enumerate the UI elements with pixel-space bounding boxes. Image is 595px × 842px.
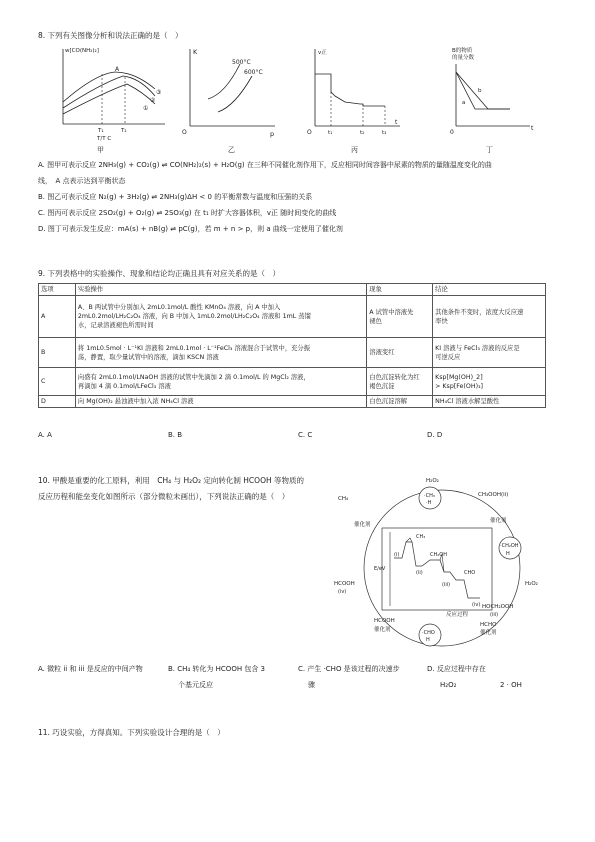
svg-text:·CH₃: ·CH₃ <box>424 493 435 499</box>
jia-curve-3: ③ <box>156 89 162 96</box>
bing-t1: t₁ <box>328 130 333 136</box>
q10-option-b-line1: B. CH₄ 转化为 HCOOH 包含 3 <box>168 665 265 673</box>
graph-ding <box>430 44 540 154</box>
yi-label-600: 600°C <box>244 69 263 76</box>
svg-text:CH₃: CH₃ <box>416 534 426 540</box>
jia-xlabel: T/T C <box>97 136 112 142</box>
svg-text:E/eV: E/eV <box>374 566 386 572</box>
q8-option-c: C. 图丙可表示反应 2SO₂(g) + O₂(g) ⇌ 2SO₃(g) 在 t₁ 时扩大容器体积，v正 随时间变化的曲线 <box>38 209 337 217</box>
yi-xlabel: p <box>270 130 275 138</box>
jia-point-a: A <box>115 66 120 73</box>
svg-text:HCOOH: HCOOH <box>374 618 395 624</box>
q9-answer-c: C. C <box>298 431 313 439</box>
row-a-conclusion: 其他条件不变时，浓度大反应速 率快 <box>433 296 546 338</box>
yi-caption: 乙 <box>228 146 235 154</box>
svg-text:HCHO: HCHO <box>480 622 497 628</box>
jia-curve-2: ② <box>150 97 156 104</box>
svg-text:(iii): (iii) <box>442 582 451 588</box>
svg-text:H₂O₂: H₂O₂ <box>426 478 439 484</box>
q10-option-a: A. 微粒 ii 和 iii 是反应的中间产物 <box>38 665 143 673</box>
jia-t1: T₁ <box>98 128 104 134</box>
row-d-phenomenon: 白色沉淀溶解 <box>367 396 433 408</box>
svg-text:·H: ·H <box>426 500 432 506</box>
q10-option-b-line2: 个基元反应 <box>178 681 213 689</box>
header-conclusion: 结论 <box>433 284 546 296</box>
row-c-conclusion: Ksp[Mg(OH)_2] > Ksp[Fe(OH)₃] <box>433 368 546 396</box>
svg-text:·CHO: ·CHO <box>422 630 435 636</box>
bing-origin: O <box>307 129 312 136</box>
svg-text:·CH₂OH: ·CH₂OH <box>500 543 519 549</box>
svg-text:H₂O₂: H₂O₂ <box>525 581 538 587</box>
svg-text:HCOOH: HCOOH <box>334 581 355 587</box>
svg-text:(iii): (iii) <box>490 612 499 618</box>
q10-option-c-line2: 骤 <box>308 681 315 689</box>
table-row <box>39 368 546 396</box>
q10-stem-line1: 10. 甲酸是重要的化工原料，利用 CH₄ 与 H₂O₂ 定向转化制 HCOOH 等物质的 <box>38 476 304 485</box>
bing-xlabel: t <box>395 119 398 126</box>
row-d-conclusion: NH₄Cl 溶液水解呈酸性 <box>433 396 546 408</box>
row-d-option: D <box>39 396 76 408</box>
q10-option-d-line1: D. 反应过程中存在 <box>427 665 486 673</box>
ding-label-b: b <box>478 88 482 94</box>
svg-text:(i): (i) <box>394 552 400 558</box>
q8-option-a-line2: 线， A 点表示达到平衡状态 <box>38 177 126 185</box>
ding-xlabel: t <box>531 125 534 132</box>
bing-ylabel: v正 <box>318 50 327 56</box>
row-a-option: A <box>39 296 76 338</box>
reaction-cycle-diagram <box>330 470 555 665</box>
row-c-operation: 向盛有 2mL0.1mol/LNaOH 溶液的试管中先滴加 2 滴 0.1mol/L 的 MgCl₂ 溶液， 再滴加 4 滴 0.1mol/LFeCl₃ 溶液 <box>75 368 366 396</box>
svg-text:CH₄: CH₄ <box>338 496 349 502</box>
ding-ylabel-1: B的物质 <box>452 48 473 54</box>
jia-caption: 甲 <box>97 146 104 154</box>
svg-text:(iv): (iv) <box>472 602 481 608</box>
row-a-operation: A、B 两试管中分别加入 2mL0.1mol/L 酸性 KMnO₄ 溶液，向 A 中加入 2mL0.2mol/LH₂C₂O₄ 溶液，向 B 中加入 1mL0.2mol/LH₂C₂O₄ 溶液和 1mL 蒸馏 水，记录溶液褪色所需时间 <box>75 296 366 338</box>
q9-stem: 9. 下列表格中的实验操作、现象和结论均正确且具有对应关系的是（ ） <box>38 269 281 278</box>
svg-text:反应过程: 反应过程 <box>446 612 469 618</box>
q10-option-d-h2o2: H₂O₂ <box>440 681 457 689</box>
row-c-phenomenon: 白色沉淀转化为红 褐色沉淀 <box>367 368 433 396</box>
svg-text:(ii): (ii) <box>416 570 423 576</box>
row-b-operation: 将 1mL0.5mol · L⁻¹KI 溶液和 2mL0.1mol · L⁻¹FeCl₃ 溶液混合于试管中，充分振 荡，静置，取少量试管中的溶液，滴加 KSCN 溶液 <box>75 338 366 368</box>
q10-stem-line2: 反应历程和能垒变化如图所示（部分微粒未画出），下列说法正确的是（ ） <box>38 492 290 501</box>
jia-curve-1: ① <box>143 105 149 112</box>
svg-text:HOCH₂OOH: HOCH₂OOH <box>482 604 514 610</box>
row-d-operation: 向 Mg(OH)₂ 悬浊液中加入浓 NH₄Cl 溶液 <box>75 396 366 408</box>
graph-yi <box>180 44 280 154</box>
q9-answer-b: B. B <box>168 431 183 439</box>
bing-t2: t₂ <box>360 130 365 136</box>
ding-origin: 0 <box>450 129 454 136</box>
row-b-phenomenon: 溶液变红 <box>367 338 433 368</box>
row-c-option: C <box>39 368 76 396</box>
q10-option-c-line1: C. 产生 ·CHO 是该过程的决速步 <box>298 665 400 673</box>
yi-ylabel: K <box>193 48 198 56</box>
graph-jia <box>55 44 170 154</box>
row-b-conclusion: KI 溶液与 FeCl₃ 溶液的反应是 可逆反应 <box>433 338 546 368</box>
svg-text:CH₂OH: CH₂OH <box>430 552 447 558</box>
table-header-row <box>39 284 546 296</box>
jia-t2: T₂ <box>121 128 127 134</box>
svg-text:催化剂: 催化剂 <box>354 522 371 528</box>
svg-text:CH₃OOH(ii): CH₃OOH(ii) <box>478 492 509 498</box>
graph-bing <box>305 44 405 154</box>
q8-option-a-line1: A. 图甲可表示反应 2NH₃(g) + CO₂(g) ⇌ CO(NH₂)₂(s) + H₂O(g) 在三种不同催化剂作用下，反应相同时间容器中尿素的物质的量随温度变化的曲 <box>38 161 492 169</box>
q8-stem: 8. 下列有关图像分析和说法正确的是（ ） <box>38 31 183 40</box>
q11-stem: 11. 巧设实验，方得真知。下列实验设计合理的是（ ） <box>38 728 225 737</box>
yi-origin: O <box>182 129 187 136</box>
jia-ylabel: w[CO(NH₂)₂] <box>65 48 99 54</box>
table-row <box>39 396 546 408</box>
ding-label-a: a <box>462 100 466 106</box>
q8-option-d: D. 图丁可表示发生反应：mA(s) + nB(g) ⇌ pC(g)，若 m + n > p，则 a 曲线一定使用了催化剂 <box>38 225 343 233</box>
svg-text:(iv): (iv) <box>338 589 347 595</box>
svg-text:催化剂: 催化剂 <box>480 630 497 636</box>
table-row <box>39 338 546 368</box>
header-phenomenon: 现象 <box>367 284 433 296</box>
q8-option-b: B. 图乙可表示反应 N₂(g) + 3H₂(g) ⇌ 2NH₃(g)ΔH < 0 的平衡常数与温度和压强的关系 <box>38 193 313 201</box>
q9-answer-a: A. A <box>38 431 52 439</box>
header-operation: 实验操作 <box>75 284 366 296</box>
svg-text:催化剂: 催化剂 <box>490 518 507 524</box>
ding-ylabel-2: 的量分数 <box>452 55 475 61</box>
yi-label-500: 500°C <box>232 59 251 66</box>
ding-caption: 丁 <box>486 146 493 154</box>
svg-text:CHO: CHO <box>464 570 476 576</box>
bing-caption: 丙 <box>351 146 358 154</box>
q9-answer-d: D. D <box>427 431 443 439</box>
svg-text:H: H <box>506 551 510 557</box>
row-a-phenomenon: A 试管中溶液先 褪色 <box>367 296 433 338</box>
bing-t3: t₃ <box>382 130 387 136</box>
q10-option-d-oh: 2 · OH <box>500 681 522 689</box>
svg-text:H: H <box>426 637 430 643</box>
header-option: 选项 <box>39 284 76 296</box>
table-row <box>39 296 546 338</box>
row-b-option: B <box>39 338 76 368</box>
q9-table <box>38 283 546 408</box>
svg-text:催化剂: 催化剂 <box>374 627 391 633</box>
